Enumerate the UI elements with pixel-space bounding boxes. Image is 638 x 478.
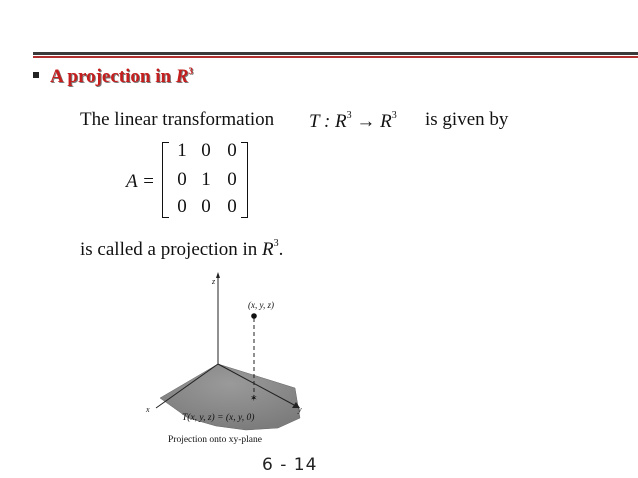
map-exp1: 3: [346, 110, 352, 121]
matrix-cell: 0: [201, 196, 211, 217]
axis-x-label: x: [146, 405, 150, 414]
projection-figure: [130, 268, 460, 448]
matrix-cell: 1: [201, 169, 211, 190]
map-exp2: 3: [391, 110, 397, 121]
title-text: A projection in: [50, 66, 176, 87]
transformation-map: [309, 110, 397, 133]
axis-z-label: z: [212, 277, 216, 286]
page-number: 6 - 14: [262, 455, 318, 475]
matrix-right-bracket: [241, 142, 248, 218]
matrix-cell: 0: [227, 169, 237, 190]
map-rhs: R: [380, 111, 392, 132]
matrix-cell: 0: [227, 140, 237, 161]
matrix-cell: 0: [177, 169, 187, 190]
matrix-left-bracket: [162, 142, 169, 218]
header-rule-accent: [33, 56, 638, 58]
matrix-cell: 0: [201, 140, 211, 161]
projected-point-marker: ✶: [250, 393, 258, 403]
header-rule: [33, 52, 638, 55]
conclusion-end: .: [278, 239, 284, 260]
matrix: [160, 140, 250, 218]
intro-end: is given by: [425, 109, 509, 130]
matrix-cell: 0: [177, 196, 187, 217]
conclusion-var: R: [262, 239, 274, 260]
point-label: (x, y, z): [248, 300, 274, 310]
conclusion-text: [80, 238, 283, 261]
slide-title: [50, 66, 193, 88]
title-var: R: [175, 66, 189, 87]
map-lhs: T : R: [309, 111, 347, 132]
point-marker: [251, 313, 257, 319]
matrix-cell: 0: [227, 196, 237, 217]
matrix-lhs: A =: [126, 171, 155, 192]
conclusion-exponent: 3: [273, 238, 279, 249]
bullet-square-icon: [33, 72, 39, 78]
image-label: T(x, y, z) = (x, y, 0): [182, 413, 255, 423]
matrix-cell: 1: [177, 140, 187, 161]
axis-y-label: y: [298, 405, 302, 414]
conclusion-main: is called a projection in: [80, 239, 263, 260]
intro-text: The linear transformation: [80, 109, 275, 130]
map-arrow: →: [356, 111, 376, 132]
figure-caption: Projection onto xy-plane: [168, 435, 262, 445]
z-axis-arrowhead: [216, 272, 220, 278]
title-exponent: 3: [188, 66, 193, 76]
